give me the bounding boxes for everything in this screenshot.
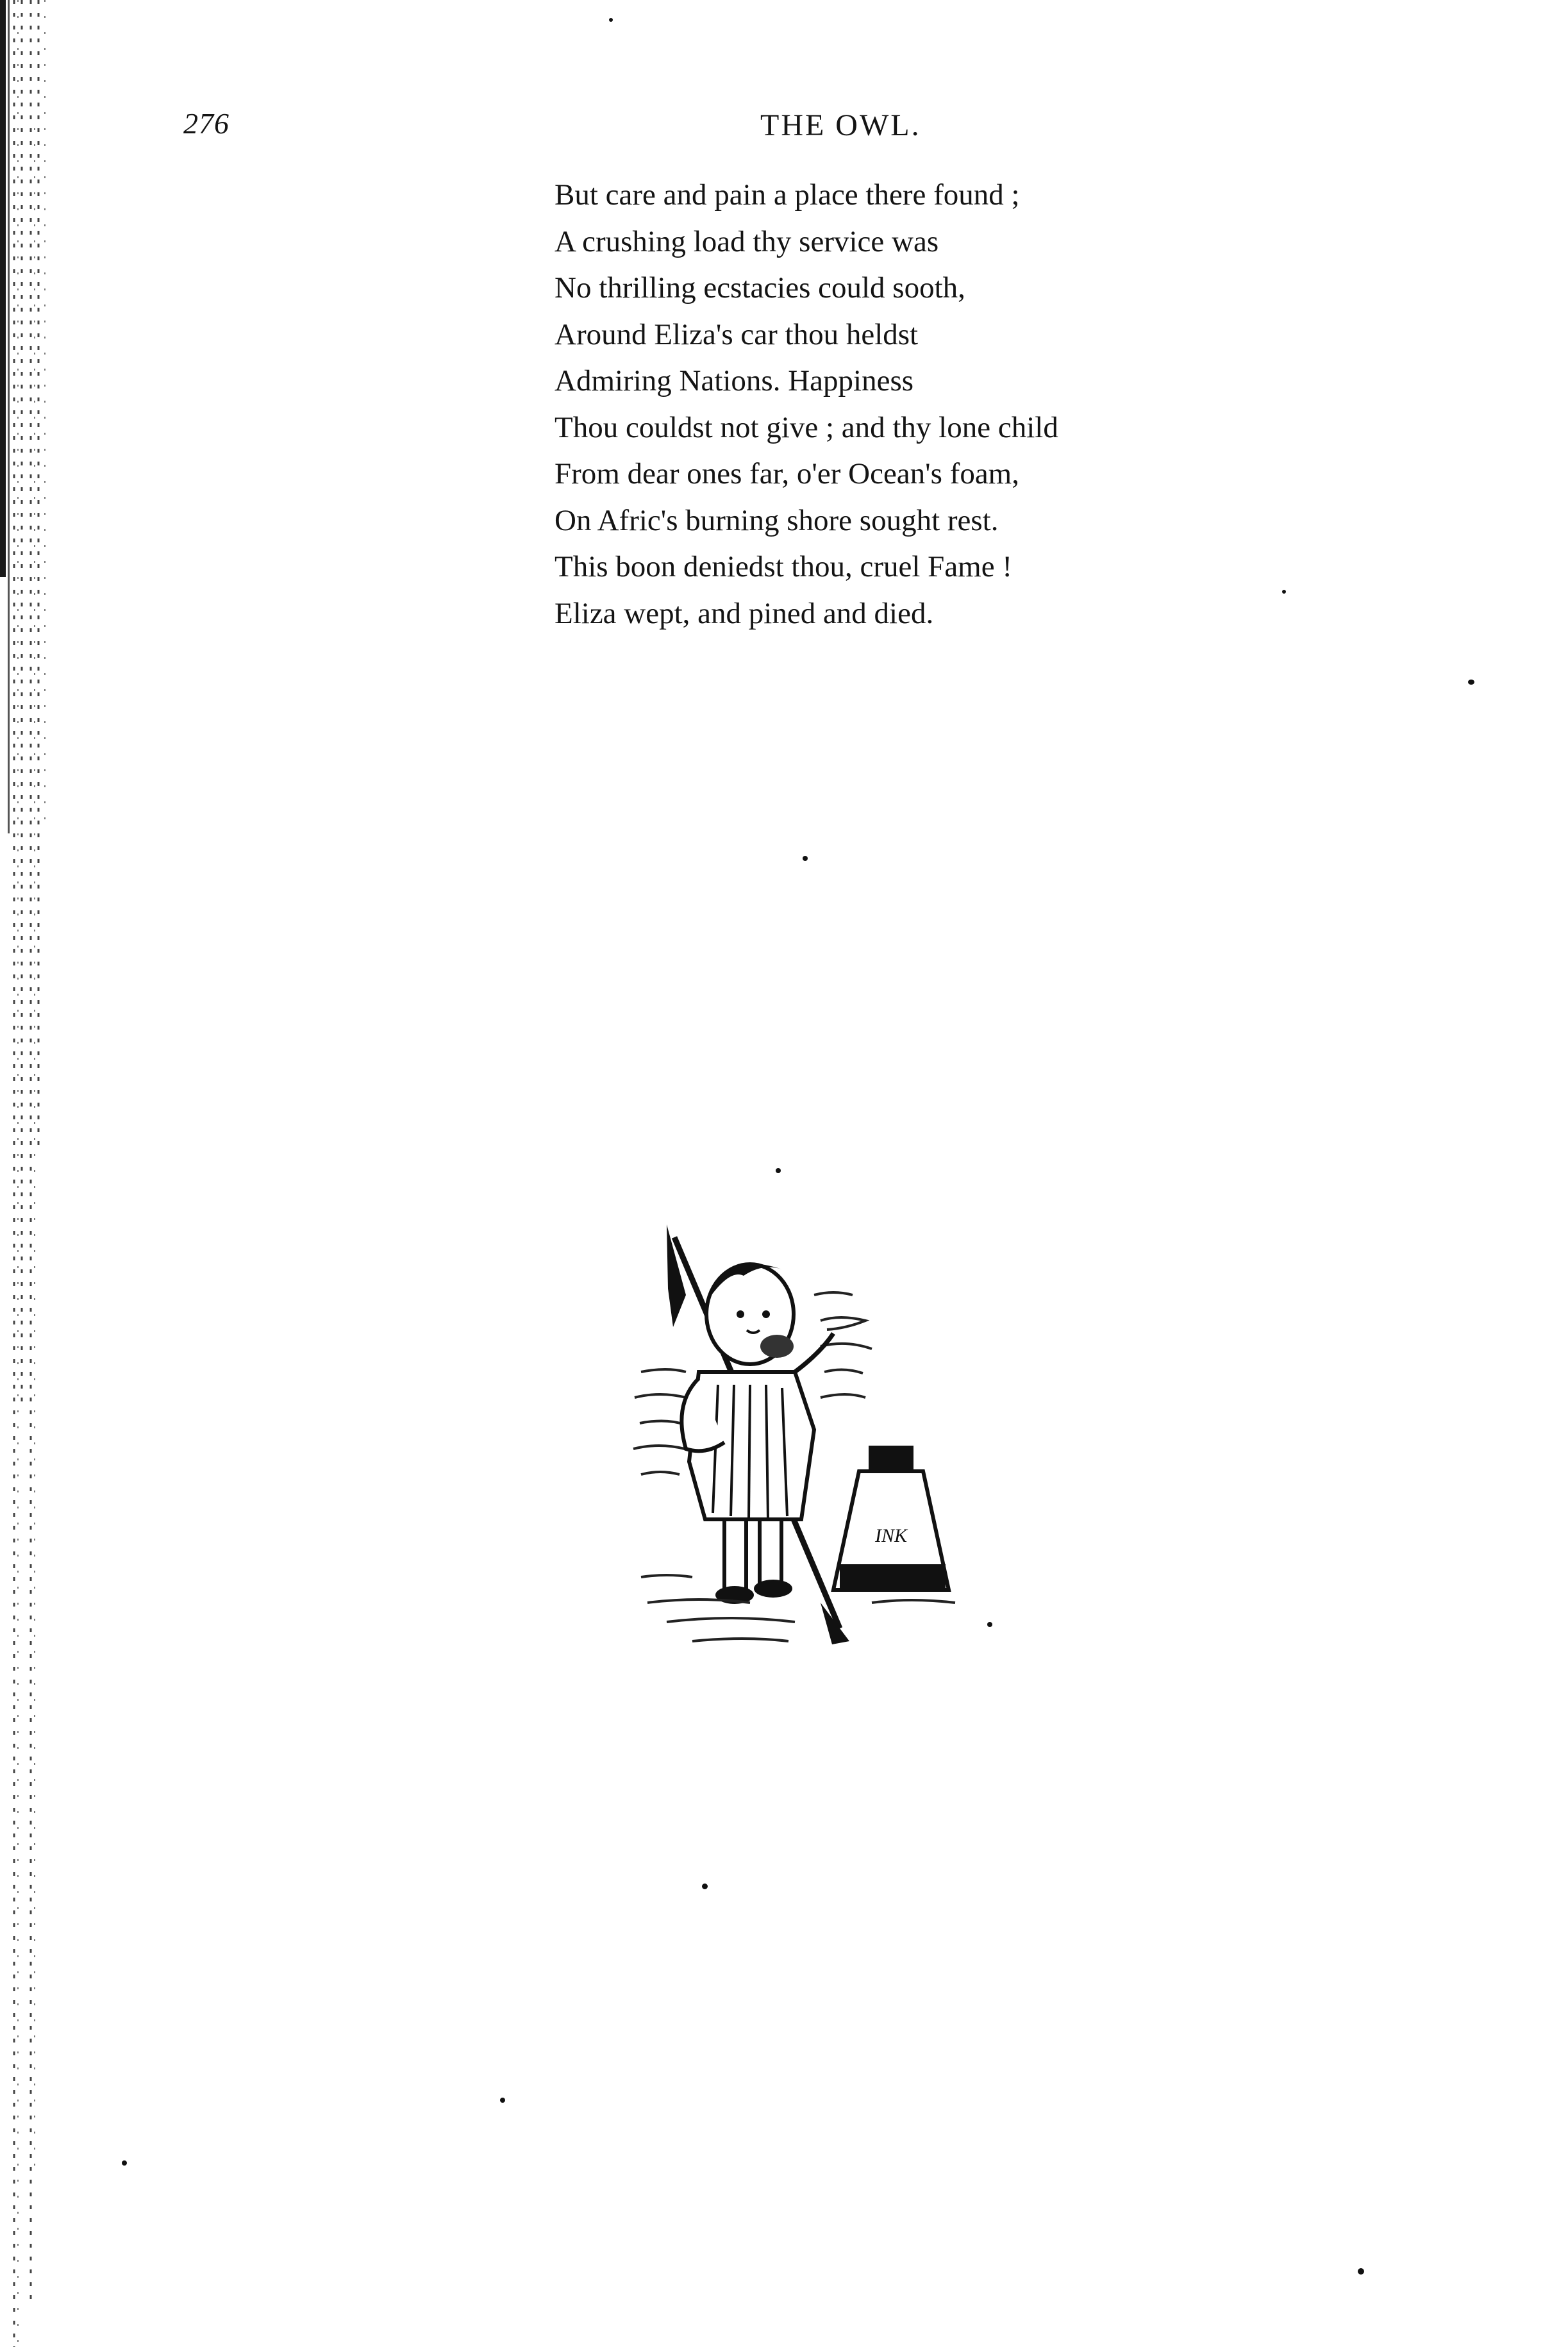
scan-speck xyxy=(1358,2268,1364,2275)
scan-speck xyxy=(702,1883,708,1889)
scan-speck xyxy=(1468,680,1474,685)
scan-speck xyxy=(1282,590,1286,594)
page-number: 276 xyxy=(183,107,229,140)
scan-speck xyxy=(609,18,613,22)
poem-line: No thrilling ecstacies could sooth, xyxy=(555,271,965,305)
scan-speck xyxy=(987,1622,992,1627)
child-with-quill-vignette xyxy=(628,1218,1000,1680)
ink-bottle-illustration xyxy=(833,1446,949,1590)
poem-line: From dear ones far, o'er Ocean's foam, xyxy=(555,457,1019,490)
scan-speck xyxy=(803,856,808,861)
poem-line: A crushing load thy service was xyxy=(555,224,939,258)
poem-stanza xyxy=(555,172,1260,637)
scan-speck xyxy=(776,1168,781,1173)
poem-line: But care and pain a place there found ; xyxy=(555,178,1020,212)
poem-line: Around Eliza's car thou heldst xyxy=(555,317,919,351)
running-head: THE OWL. xyxy=(760,108,921,142)
poem-line: Admiring Nations. Happiness xyxy=(555,364,914,397)
scan-speck xyxy=(122,2160,127,2166)
poem-line: Thou couldst not give ; and thy lone child xyxy=(555,410,1058,444)
binding-gutter xyxy=(0,0,77,2347)
scan-speck xyxy=(500,2098,505,2103)
ink-bottle-label: INK xyxy=(874,1525,908,1546)
poem-line: On Afric's burning shore sought rest. xyxy=(555,503,999,537)
poem-line: This boon deniedst thou, cruel Fame ! xyxy=(555,550,1012,583)
poem-line: Eliza wept, and pined and died. xyxy=(555,596,934,630)
